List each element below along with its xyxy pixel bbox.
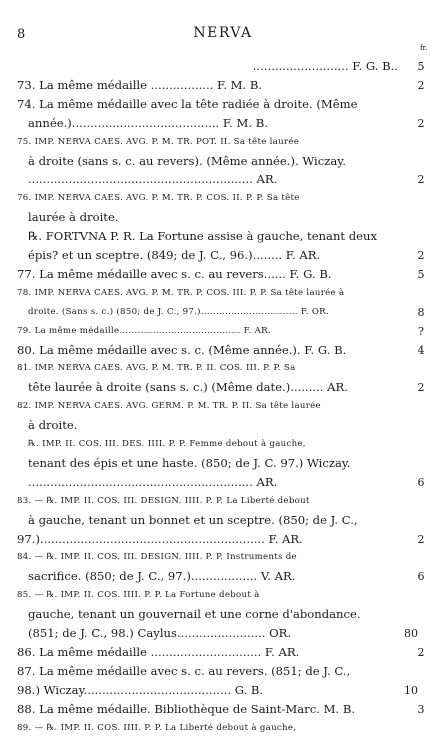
catalogue-line [0,323,446,340]
catalogue-line [0,663,446,680]
price-value: 6 [417,475,425,489]
price-value: 5 [417,267,425,281]
entry-text: à gauche, tenant un bonnet et un sceptre. (850; de J. C., [28,512,358,527]
entry-text: tête laurée à droite (sans s. c.) (Même date.)......... AR. [28,380,348,395]
price-value: 4 [417,343,425,357]
catalogue-line [0,474,446,491]
catalogue-line [0,417,446,434]
entry-text: 75. IMP. NERVA CAES. AVG. P. M. TR. POT. II. Sa tête laurée [17,136,300,147]
price-value: 2 [417,116,425,130]
entry-text: 89. — ℞. IMP. II. COS. IIII. P. P. La Liberté debout à gauche, [17,722,297,733]
entry-text: 97.)............................................................. F. AR. [17,531,303,546]
catalogue-line [0,360,446,377]
price-value: 2 [417,173,425,187]
entry-text: 77. La même médaille avec s. c. au revers...... F. G. B. [17,266,332,281]
catalogue-line [0,171,446,188]
catalogue-line [0,436,446,453]
catalogue-line [0,96,446,113]
catalogue-line [0,134,446,151]
price-value: 5 [417,60,425,73]
price-value: 8 [417,305,425,319]
page-number: 8 [17,27,26,42]
catalogue-line [0,304,446,321]
catalogue-line [0,190,446,207]
catalogue-line [0,209,446,226]
price-value: 2 [417,78,425,92]
catalogue-line [0,266,446,283]
catalogue-line [0,720,446,737]
catalogue-line [0,493,446,510]
entry-text: ℞. IMP. II. COS. III. DES. IIII. P. P. Femme debout à gauche, [28,439,306,449]
entry-text: 84. — ℞. IMP. II. COS. III. DESIGN. IIII. P. P. Instruments de [17,552,297,563]
price-value: 2 [417,381,425,395]
catalogue-line [0,77,446,94]
entry-text: 98.) Wiczay........................................ G. B. [17,682,264,697]
catalogue-line [0,606,446,623]
entry-text: tenant des épis et une haste. (850; de J. C. 97.) Wiczay. [28,455,351,470]
entry-text: 80. La même médaille avec s. c. (Même année.). F. G. B. [17,342,347,357]
price-value: 3 [417,702,425,716]
entry-text: gauche, tenant un gouvernail et une corne d'abondance. [28,607,361,622]
catalogue-line [0,549,446,566]
catalogue-line [0,285,446,302]
entry-text: 82. IMP. NERVA CAES. AVG. GERM. P. M. TR. P. II. Sa tête laurée [17,401,321,412]
catalogue-line [0,398,446,415]
catalogue-line [0,153,446,170]
catalogue-line [0,644,446,661]
entry-text: ............................................................. AR. [28,172,278,187]
catalogue-line [0,115,446,132]
catalogue-line [0,531,446,548]
catalogue-line [0,568,446,585]
entry-text: 86. La même médaille .............................. F. AR. [17,644,300,659]
column-header: fr. [420,44,428,52]
catalogue-line [0,625,446,642]
entry-text: 76. IMP. NERVA CAES. AVG. P. M. TR. P. COS. II. P. P. Sa tête [17,193,300,204]
entry-text: 87. La même médaille avec s. c. au revers. (851; de J. C., [17,663,351,678]
catalogue-line [0,455,446,472]
entry-text: 74. La même médaille avec la tête radiée à droite. (Même [17,96,358,111]
catalogue-line [0,682,446,699]
entry-text: épis? et un sceptre. (849; de J. C., 96.)........ F. AR. [28,248,321,262]
price-value: ? [418,324,424,338]
entry-text: 78. IMP. NERVA CAES. AVG. P. M. TR. P. COS. III. P. P. Sa tête laurée à [17,287,345,298]
price-value: 80 [404,627,418,640]
entry-text: ℞. FORTVNA P. R. La Fortune assise à gauche, tenant deux [28,229,378,244]
entry-text: .......................... F. G. B.. [252,59,398,73]
entry-text: à droite (sans s. c. au revers). (Même année.). Wiczay. [28,153,346,168]
entry-text: 73. La même médaille ................. F. M. B. [17,77,263,92]
entry-text: 88. La même médaille. Bibliothèque de Saint-Marc. M. B. [17,701,356,716]
entry-text: 81. IMP. NERVA CAES. AVG. P. M. TR. P. II. COS. III. P. P. Sa [17,363,296,374]
entry-text: sacrifice. (850; de J. C., 97.).................. V. AR. [28,569,296,584]
catalogue-line [0,228,446,245]
price-value: 6 [417,570,425,584]
entry-text: 83. — ℞. IMP. II. COS. III. DESIGN. IIII. P. P. La Liberté debout [17,495,310,506]
entry-text: laurée à droite. [28,210,119,225]
catalogue-line [0,342,446,359]
entry-text: année.)........................................ F. M. B. [28,115,268,130]
entry-text: droite. (Sans s. c.) (850; de J. C., 97.)................................ F. OR. [28,306,329,317]
entry-text: (851; de J. C., 98.) Caylus........................ OR. [28,626,291,640]
entry-text: 85. — ℞. IMP. II. COS. IIII. P. P. La Fortune debout à [17,590,260,601]
catalogue-line [0,587,446,604]
entry-text: ............................................................. AR. [28,474,278,489]
price-value: 2 [417,645,425,659]
price-value: 10 [404,683,418,697]
catalogue-line [0,701,446,718]
catalogue-line [0,58,446,75]
catalogue-line [0,512,446,529]
entry-text: à droite. [28,418,78,433]
catalogue-line [0,247,446,264]
price-value: 2 [417,249,425,262]
catalogue-line [0,379,446,396]
price-value: 2 [417,532,425,546]
entry-text: 79. La même médaille........................................ F. AR. [17,325,271,336]
running-head: NERVA [193,25,253,41]
